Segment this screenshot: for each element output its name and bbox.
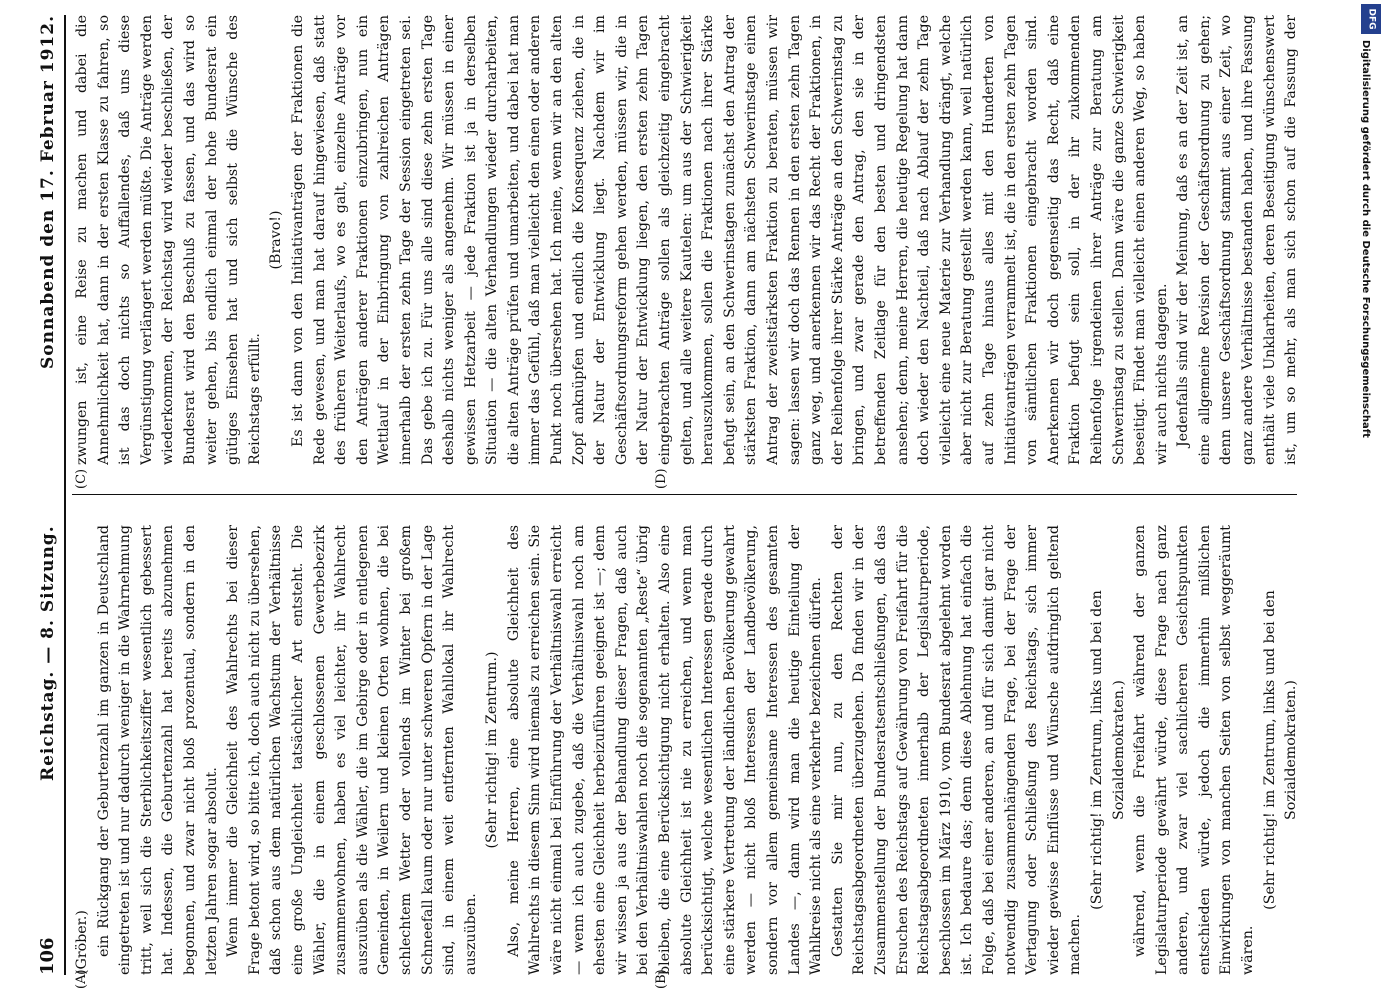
header-rule [64,15,66,975]
margin-marker-b: (B) [654,969,669,989]
rotated-content [14,15,1314,989]
interjection: (Sehr richtig! im Zentrum, links und bei den Sozialdemokraten.) [1261,590,1300,910]
interjection: (Sehr richtig! im Zentrum, links und bei den Sozialdemokraten.) [1088,590,1127,910]
interjection: (Sehr richtig! im Zentrum.) [484,651,501,849]
paragraph: Jedenfalls sind wir der Meinung, daß es an der Zeit ist, an eine allgemeine Revision der Geschäftsordnung zu gehen; denn unsere Geschäftsordnung stammt aus einer Zeit, wo ganz andere Verhältnisse bestanden haben, und ihre Fassung enthält viele Unklarheiten, deren Beseitigung wünschenswert ist, um so mehr, als man sich schon auf die Fassung der [1175,15,1300,465]
interjection: (Bravo!) [268,210,285,270]
paragraph: ein Rückgang der Geburtenzahl im ganzen in Deutschland eingetreten ist und nur dadurch weniger in die Wahrnehmung tritt, weil sich die Sterblichkeitsziffer wesentlich gebessert hat. Indessen, die Geburtenzahl hat bereits abzunehmen begonnen, und zwar nicht bloß prozentual, sondern in den letzten Jahren sogar absolut. [95,525,220,975]
credit-text: Digitalisierung gefördert durch die Deutsche Forschungsgemeinschaft [1360,40,1371,438]
page-number: 106 [37,937,58,975]
header-title: Reichstag. — 8. Sitzung. [38,525,58,782]
digitization-credit [1361,0,1381,1000]
paragraph: Also, meine Herren, eine absolute Gleichheit des Wahlrechts in diesem Sinn wird niemals zu erreichen sein. Sie wäre nicht einmal bei Einführung der Verhältniswahl erreicht — wenn ich auch zugebe, daß die Verhältniswahl noch am ehesten eine Gleichheit herbeizuführen geeignet ist —; denn wir wissen ja aus der Behandlung dieser Fragen, daß auch bei den Verhältniswahlen noch die sogenannten „Reste“ übrig bleiben, die eine Berücksichtigung nicht erhalten. Also eine absolute Gleichheit ist nie zu erreichen, und wenn man berücksichtigt, welche wesentlichen Interessen gerade durch eine stärkere Vertretung der ländlichen Bevölkerung gewahrt werden — nicht bloß Interessen der Landbevölkerung, sondern vor allem gemeinsame Interessen des gesamten Landes —, dann wird man die heutige Einteilung der Wahlkreise nicht als eine verkehrte bezeichnen dürfen. [505,525,825,975]
paragraph: Wenn immer die Gleichheit des Wahlrechts bei dieser Frage betont wird, so bitte ich, doch auch nicht zu übersehen, daß schon aus dem natürlichen Wachstum der Verhältnisse eine große Ungleichheit tatsächlicher Art entsteht. Die Wähler, die in einem geschlossenen Gewerbebezirk zusammenwohnen, haben es viel leichter, ihr Wahlrecht auszuüben als die Wähler, die im Gebirge oder in entlegenen Gemeinden, in Weilern und kleinen Orten wohnen, die bei schlechtem Wetter oder vollends im Winter bei großem Schneefall kaum oder nur unter schweren Opfern in der Lage sind, in einem weit entfernten Wahllokal ihr Wahlrecht auszuüben. [225,525,479,975]
header-date: Sonnabend den 17. Februar 1912. [38,15,58,369]
left-column [72,525,1302,975]
paragraph: Es ist dann von den Initiativanträgen der Fraktionen die Rede gewesen, und man hat darauf hingewiesen, daß statt des früheren Weiterlaufs, wo es galt, einzelne Anträge vor den Anträgen anderer Fraktionen einzubringen, nun ein Wettlauf in der Einbringung von zahlreichen Anträgen innerhalb der ersten zehn Tage der Session eingetreten sei. Das gebe ich zu. Für uns alle sind diese zehn ersten Tage deshalb nichts weniger als angenehm. Wir müssen in einer gewissen Hetzarbeit — jede Fraktion ist ja in derselben Situation — die alten Verhandlungen wieder durcharbeiten, die alten Anträge prüfen und umarbeiten, und dabei hat man immer das Gefühl, daß man vielleicht den einen oder anderen Punkt noch übersehen hat. Ich meine, wenn wir an den alten Zopf anknüpfen und endlich die Konsequenz ziehen, die in der Natur der Entwicklung liegt. Nachdem wir im Geschäftsordnungsreform gehen werden, müssen wir, die in der Natur der Entwicklung liegen, den ersten zehn Tagen eingebrachten Anträge sollen als gleichzeitig eingebracht gelten, und alle weitere Kautelen: um aus der Schwierigkeit herauszukommen, sollen die Fraktionen nach ihrer Stärke befugt sein, an den Schwerinstagen zunächst den Antrag der stärksten Fraktion, dann am nächsten Schwerinstage einen Antrag der zweitstärksten Fraktion zu beraten, müssen wir sagen: lassen wir doch das Rennen in den ersten zehn Tagen ganz weg, und anerkennen wir das Recht der Fraktionen, in der Reihenfolge ihrer Stärke Anträge an den Schwerinstag zu bringen, und zwar gerade den Antrag, den sie in der betreffenden Zeitlage für den besten und dringendsten ansehen; denn, meine Herren, die heutige Regelung hat dann doch wieder den Nachteil, daß nach Ablauf der zehn Tage vielleicht eine neue Materie zur Verhandlung drängt, welche aber nicht zur Beratung gestellt werden kann, weil natürlich auf zehn Tage hinaus alles mit den Hunderten von Initiativanträgen verrammelt ist, die in den ersten zehn Tagen von sämtlichen Fraktionen eingebracht worden sind. Anerkennen wir doch gegenseitig das Recht, daß eine Fraktion befugt sein soll, in der ihr zukommenden Reihenfolge irgendeinen ihrer Anträge zur Beratung am Schwerinstag zu stellen. Dann wäre die ganze Schwierigkeit beseitigt. Findet man vielleicht einen anderen Weg, so haben wir auch nichts dagegen. [289,15,1170,465]
margin-marker-c: (C) [74,468,89,489]
continuation-text: (Gröber.) [74,910,90,975]
margin-marker-d: (D) [654,468,669,489]
column-divider [72,494,1297,495]
continuation-text: zwungen ist, eine Reise zu machen und dabei die Annehmlichkeit hat, dann in der ersten Klasse zu fahren, so ist das doch nichts so Auffallendes, daß uns diese Vergünstigung verlängert werden müßte. Die Anträge werden wiederkommen, der Reichstag wird wieder beschließen, der Bundesrat wird den Beschluß zu fassen, und das wird so weiter gehen, bis endlich einmal der hohe Bundesrat ein gütiges Einsehen hat und sich selbst die Wünsche des Reichstags erfüllt. [74,15,263,465]
paragraph: während, wenn die Freifahrt während der ganzen Legislaturperiode gewährt würde, diese Frage nach ganz anderen, und zwar viel sachlicheren Gesichtspunkten entschieden würde, jedoch die immerhin mißlichen Einwirkungen von manchen Seiten von selbst weggeräumt wären. [1132,525,1257,975]
margin-marker-a: (A) [74,969,89,989]
paragraph: Gestatten Sie mir nun, zu den Rechten der Reichstagsabgeordneten überzugehen. Da finden wir in der Zusammenstellung der Bundesratsentschließungen, daß das Ersuchen des Reichstags auf Gewährung von Freifahrt für die Reichstagsabgeordneten innerhalb der Legislaturperiode, beschlossen im März 1910, vom Bundesrat abgelehnt worden ist. Ich bedaure das; denn diese Ablehnung hat einfach die Folge, daß bei einer anderen, an und für sich damit gar nicht notwendig zusammenhängenden Frage, bei der Frage der Vertagung oder Schließung des Reichstags, sich immer wieder gewisse Einflüsse und Wünsche aufdringlich geltend machen. [829,525,1084,975]
right-column [72,15,1302,465]
dfg-logo: DFG [1361,4,1381,34]
running-header [18,15,58,975]
